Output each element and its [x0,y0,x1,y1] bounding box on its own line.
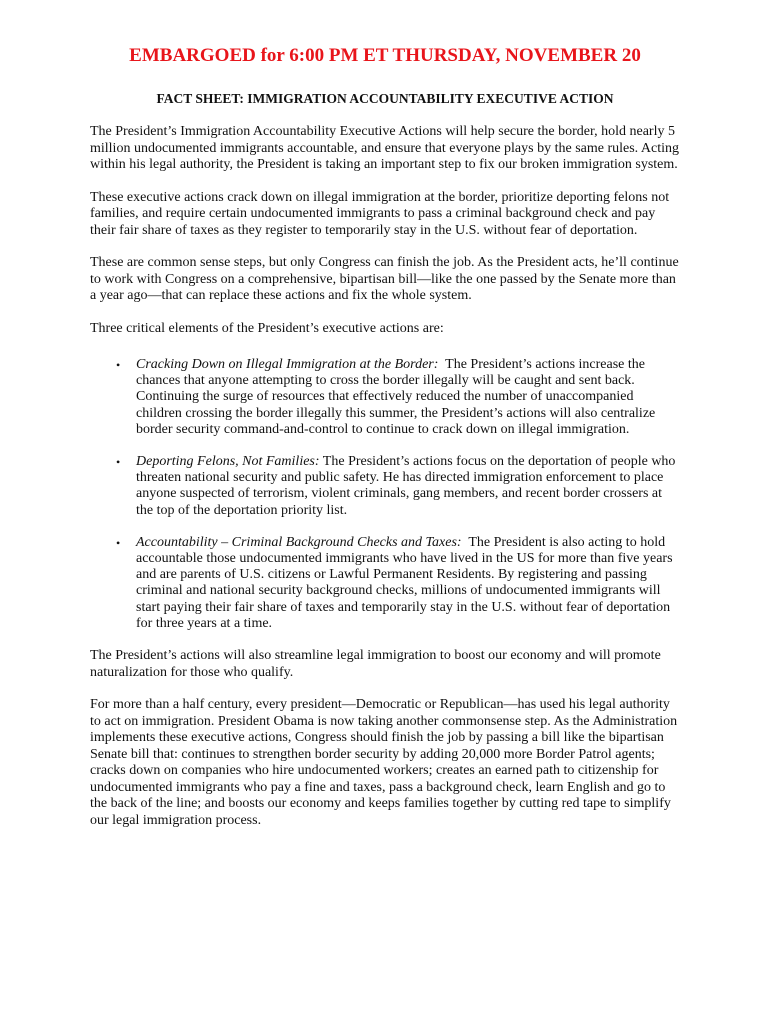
bullet-body: The President’s actions focus on the deportation of people who threaten national security and public safety. He has directed immigration enforcement to place anyone suspected of terrorism, violent criminals, gang members, and recent border crossers at the top of the deportation priority list. [136,454,676,518]
list-item [90,535,680,632]
bullet-body: The President’s actions increase the chances that anyone attempting to cross the border illegally will be caught and sent back. Continuing the surge of resources that effectively reduced the number of unaccompanied children crossing the border illegally this summer, the President’s actions will also centralize border security command-and-control to continue to crack down on illegal immigration. [136,357,656,437]
bullet-heading: Accountability – Criminal Background Checks and Taxes: [136,534,462,550]
intro-paragraph: The President’s Immigration Accountability Executive Actions will help secure the border, hold nearly 5 million undocumented immigrants accountable, and ensure that everyone plays by the same rules. Acting within his legal authority, the President is taking an important step to fix our broken immigration system. [90,124,680,172]
list-item [90,357,680,438]
bullet-icon: • [116,535,121,550]
bullet-heading: Cracking Down on Illegal Immigration at the Border: [136,357,439,372]
bullet-body: The President is also acting to hold accountable those undocumented immigrants who have lived in the US for more than five years and are parents of U.S. citizens or Lawful Permanent Residents. By registering and passing criminal and national security background checks, millions of undocumented immigrants will start paying their fair share of taxes and temporarily stay in the U.S. without fear of deportation for three years at a time. [136,534,673,631]
elements-list [90,357,680,632]
bullet-icon: • [116,455,121,470]
closing-paragraph: The President’s actions will also streamline legal immigration to boost our economy and will promote naturalization for those who qualify. [90,648,661,680]
bullet-heading: Deporting Felons, Not Families: [136,454,320,470]
bullet-icon: • [116,358,121,372]
closing-paragraph: For more than a half century, every president—Democratic or Republican—has used his legal authority to act on immigration. President Obama is now taking another commonsense step. As the Administration implements these executive actions, Congress should finish the job by passing a bill like the bipartisan Senate bill that: continues to strengthen border security by adding 20,000 more Border Patrol agents; cracks down on companies who hire undocumented workers; creates an earned path to citizenship for undocumented immigrants who pay a fine and taxes, pass a background check, learn English and go to the back of the line; and boosts our economy and keeps families together by cutting red tape to simplify our legal immigration process. [90,697,678,828]
embargo-notice: EMBARGOED for 6:00 PM ET THURSDAY, NOVEMBER 20 [129,45,641,66]
elements-lead-in: Three critical elements of the President’s executive actions are: [90,320,444,336]
fact-sheet-page [90,44,680,845]
intro-paragraph: These executive actions crack down on illegal immigration at the border, prioritize deporting felons not families, and require certain undocumented immigrants to pass a criminal background check and pay their fair share of taxes as they register to temporarily stay in the U.S. without fear of deportation. [90,189,670,238]
document-title: FACT SHEET: IMMIGRATION ACCOUNTABILITY EXECUTIVE ACTION [156,91,614,106]
list-item [90,454,680,519]
intro-paragraph: These are common sense steps, but only Congress can finish the job. As the President acts, he’ll continue to work with Congress on a comprehensive, bipartisan bill—like the one passed by the Senate more than a year ago—that can replace these actions and fix the whole system. [90,255,679,303]
